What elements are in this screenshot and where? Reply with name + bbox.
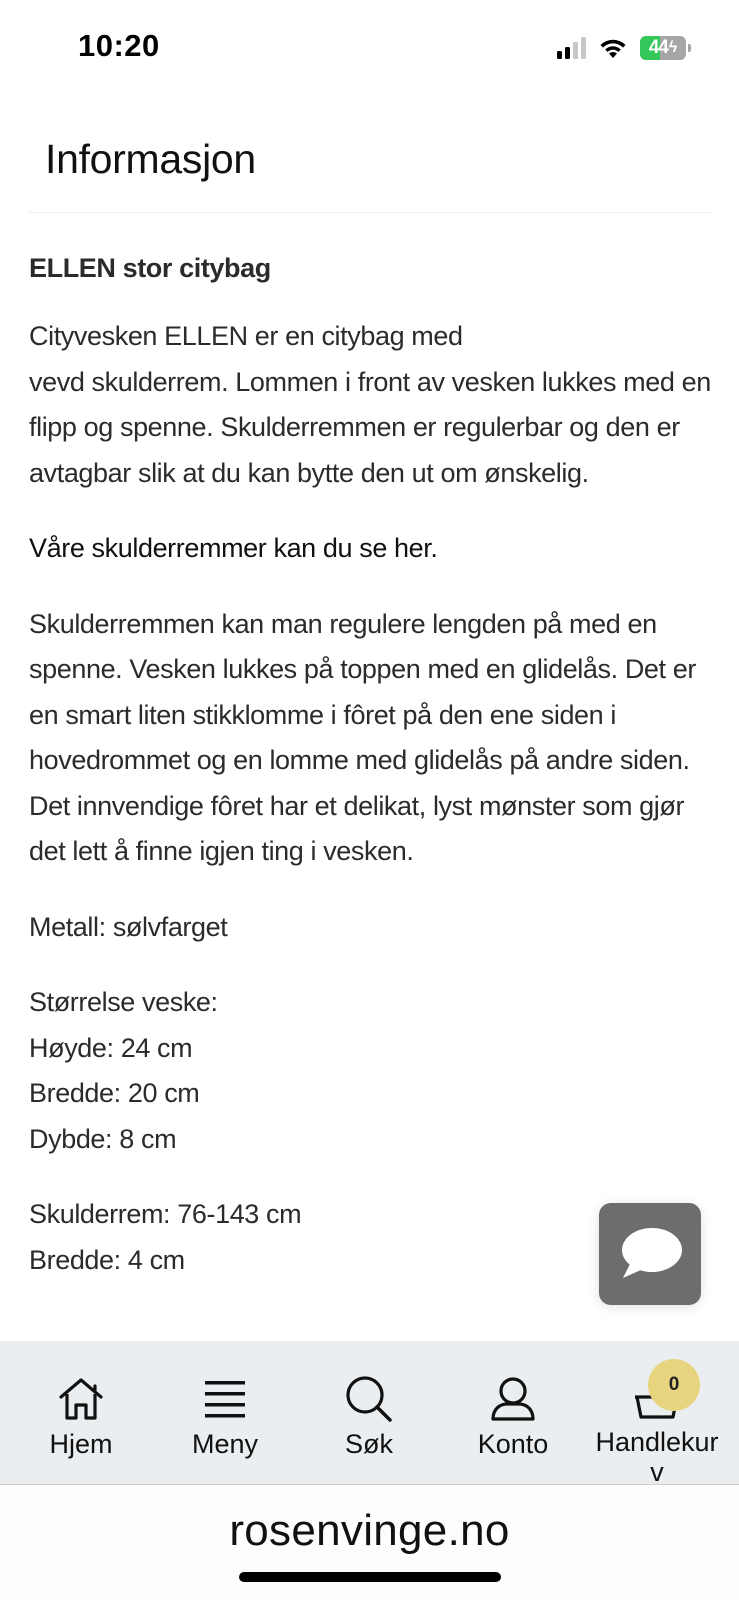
bottom-nav [0, 1341, 739, 1485]
home-icon [58, 1377, 104, 1421]
size-width: Bredde: 20 cm [29, 1078, 200, 1108]
nav-label-menu: Meny [191, 1429, 259, 1459]
nav-item-home[interactable] [9, 1341, 153, 1484]
search-icon [345, 1375, 393, 1423]
menu-icon [204, 1379, 246, 1419]
size-info [29, 980, 719, 1162]
size-height: Høyde: 24 cm [29, 1032, 193, 1063]
browser-address-bar[interactable] [0, 1486, 739, 1600]
shoulder-straps-link[interactable]: Våre skulderremmer kan du se her. [29, 533, 438, 563]
chat-bubble-icon [617, 1226, 683, 1282]
description-line-1: Cityvesken ELLEN er en citybag med [29, 321, 463, 351]
status-bar [0, 0, 739, 100]
battery-percent: 44 [648, 37, 668, 58]
description-paragraph-1 [29, 314, 719, 496]
user-icon [489, 1376, 537, 1422]
strap-length: Skulderrem: 76-143 cm [29, 1199, 302, 1229]
status-icons [557, 36, 691, 60]
description-rest: vevd skulderrem. Lommen i front av vesken lukkes med en flipp og spenne. Skulderremmen er regulerbar og den er avtagbar slik at du kan bytte den ut om ønskelig. [29, 366, 711, 488]
description-paragraph-2: Skulderremmen kan man regulere lengden på med en spenne. Vesken lukkes på toppen med en glidelås. Det er en smart liten stikklomme i fôret på den ene siden i hovedrommet og en lomme med glidelås på andre siden. Det innvendige fôret har et delikat, lyst mønster som gjør det lett å finne igjen ting i vesken. [29, 608, 696, 866]
battery-icon [640, 36, 686, 60]
url-text[interactable]: rosenvinge.no [229, 1506, 510, 1555]
product-name: ELLEN stor citybag [29, 253, 271, 283]
wifi-icon [598, 37, 628, 59]
metal-info: Metall: sølvfarget [29, 911, 228, 942]
size-heading: Størrelse veske: [29, 987, 218, 1017]
strap-width: Bredde: 4 cm [29, 1244, 185, 1275]
home-indicator[interactable] [239, 1572, 501, 1582]
chat-button[interactable] [599, 1203, 701, 1305]
nav-item-account[interactable] [441, 1341, 585, 1484]
nav-label-home: Hjem [49, 1429, 113, 1459]
page-title: Informasjon [45, 136, 256, 182]
nav-label-account: Konto [477, 1429, 549, 1459]
charging-bolt-icon: ϟ [668, 39, 678, 56]
nav-label-search: Søk [344, 1429, 393, 1459]
nav-label-cart: Handlekurv [595, 1427, 719, 1485]
title-divider [28, 212, 711, 213]
nav-item-menu[interactable] [153, 1341, 297, 1484]
product-information [29, 250, 719, 1313]
status-time: 10:20 [78, 28, 160, 63]
nav-item-cart[interactable] [585, 1341, 729, 1484]
cart-count-badge: 0 [648, 1359, 700, 1411]
signal-icon [557, 37, 586, 59]
nav-item-search[interactable] [297, 1341, 441, 1484]
size-depth: Dybde: 8 cm [29, 1123, 177, 1154]
